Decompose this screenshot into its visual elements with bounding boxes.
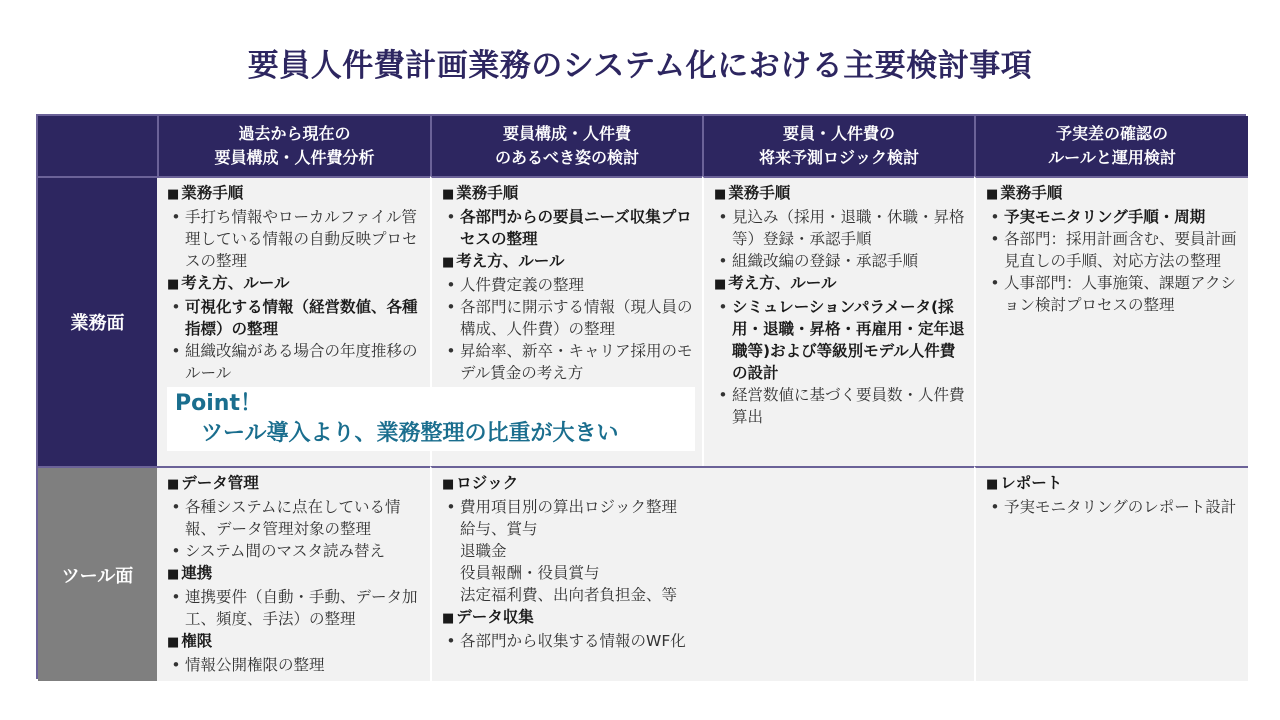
section-heading: ■ 考え方、ルール (167, 272, 422, 296)
column-header-line: 将来予測ロジック検討 (758, 148, 919, 167)
list-item: • 人事部門：人事施策、課題アクション検討プロセスの整理 (990, 274, 1237, 314)
page-title: 要員人件費計画業務のシステム化における主要検討事項 (247, 48, 1033, 84)
tool-data-cell (157, 466, 430, 681)
section-heading: ■ 業務手順 (167, 182, 422, 206)
list-item: • 経営数値に基づく要員数・人件費算出 (718, 386, 965, 426)
column-header-line: 要員構成・人件費分析 (214, 148, 375, 167)
column-header-ideal (430, 116, 702, 176)
section-heading: ■ 権限 (167, 630, 422, 654)
list-item: • システム間のマスタ読み替え (171, 542, 385, 560)
column-header-line: 過去から現在の (238, 124, 351, 143)
column-header-line: ルールと運用検討 (1048, 148, 1176, 167)
list-item: • 予実モニタリングのレポート設計 (990, 498, 1237, 516)
list-item: • 手打ち情報やローカルファイル管理している情報の自動反映プロセスの整理 (171, 208, 418, 270)
point-message: ツール導入より、業務整理の比重が大きい (201, 421, 619, 446)
business-variance-cell (974, 176, 1248, 466)
list-item: • 人件費定義の整理 (446, 276, 585, 294)
list-item: • 組織改編の登録・承認手順 (718, 252, 919, 270)
column-header-forecast (702, 116, 974, 176)
list-item: • 可視化する情報（経営数値、各種指標）の整理 (171, 298, 418, 338)
column-header-line: 予実差の確認の (1055, 124, 1168, 143)
column-header-variance (974, 116, 1248, 176)
section-heading: ■ 業務手順 (986, 182, 1240, 206)
tool-logic-cell (430, 466, 974, 681)
list-item: • 見込み（採用・退職・休職・昇格等）登録・承認手順 (718, 208, 965, 248)
list-item: • 各部門からの要員ニーズ収集プロセスの整理 (446, 208, 692, 248)
section-heading: ■ 考え方、ルール (442, 250, 694, 274)
list-item: • 昇給率、新卒・キャリア採用のモデル賃金の考え方 (446, 342, 693, 382)
column-header-line: のあるべき姿の検討 (494, 148, 639, 167)
sub-item: 退職金 (460, 542, 507, 560)
column-header-line: 要員・人件費の (782, 124, 895, 143)
list-item: • 各種システムに点在している情報、データ管理対象の整理 (171, 498, 401, 538)
list-item: • 組織改編がある場合の年度推移のルール (171, 342, 418, 382)
list-item: • 情報公開権限の整理 (171, 656, 325, 674)
header-corner (38, 116, 157, 176)
row-header-business: 業務面 (38, 176, 157, 466)
list-item: • 予実モニタリング手順・周期 (990, 208, 1206, 226)
business-forecast-cell (702, 176, 974, 466)
section-heading: ■ 業務手順 (714, 182, 966, 206)
sub-item: 役員報酬・役員賞与 (460, 564, 600, 582)
section-heading: ■ 連携 (167, 562, 422, 586)
sub-item: 給与、賞与 (460, 520, 538, 538)
section-heading: ■ データ収集 (442, 606, 966, 630)
list-item: • 各部門：採用計画含む、要員計画見直しの手順、対応方法の整理 (990, 230, 1237, 270)
section-heading: ■ データ管理 (167, 472, 422, 496)
section-heading: ■ 考え方、ルール (714, 272, 966, 296)
row-header-tool: ツール面 (38, 466, 157, 681)
list-item: • 各部門に開示する情報（現人員の構成、人件費）の整理 (446, 298, 693, 338)
section-heading: ■ 業務手順 (442, 182, 694, 206)
point-label: Point！ (175, 391, 262, 416)
list-item: • 費用項目別の算出ロジック整理 (446, 498, 678, 516)
point-callout (167, 387, 695, 451)
section-heading: ■ ロジック (442, 472, 966, 496)
list-item: • シミュレーションパラメータ(採用・退職・昇格・再雇用・定年退職等)および等級別モデル人件費の設計 (718, 298, 965, 382)
list-item: • 連携要件（自動・手動、データ加工、頻度、手法）の整理 (171, 588, 418, 628)
column-header-line: 要員構成・人件費 (502, 124, 631, 143)
tool-report-cell (974, 466, 1248, 681)
column-header-analysis (157, 116, 430, 176)
list-item: • 各部門から収集する情報のWF化 (446, 632, 686, 650)
section-heading: ■ レポート (986, 472, 1240, 496)
sub-item: 法定福利費、出向者負担金、等 (460, 586, 678, 604)
